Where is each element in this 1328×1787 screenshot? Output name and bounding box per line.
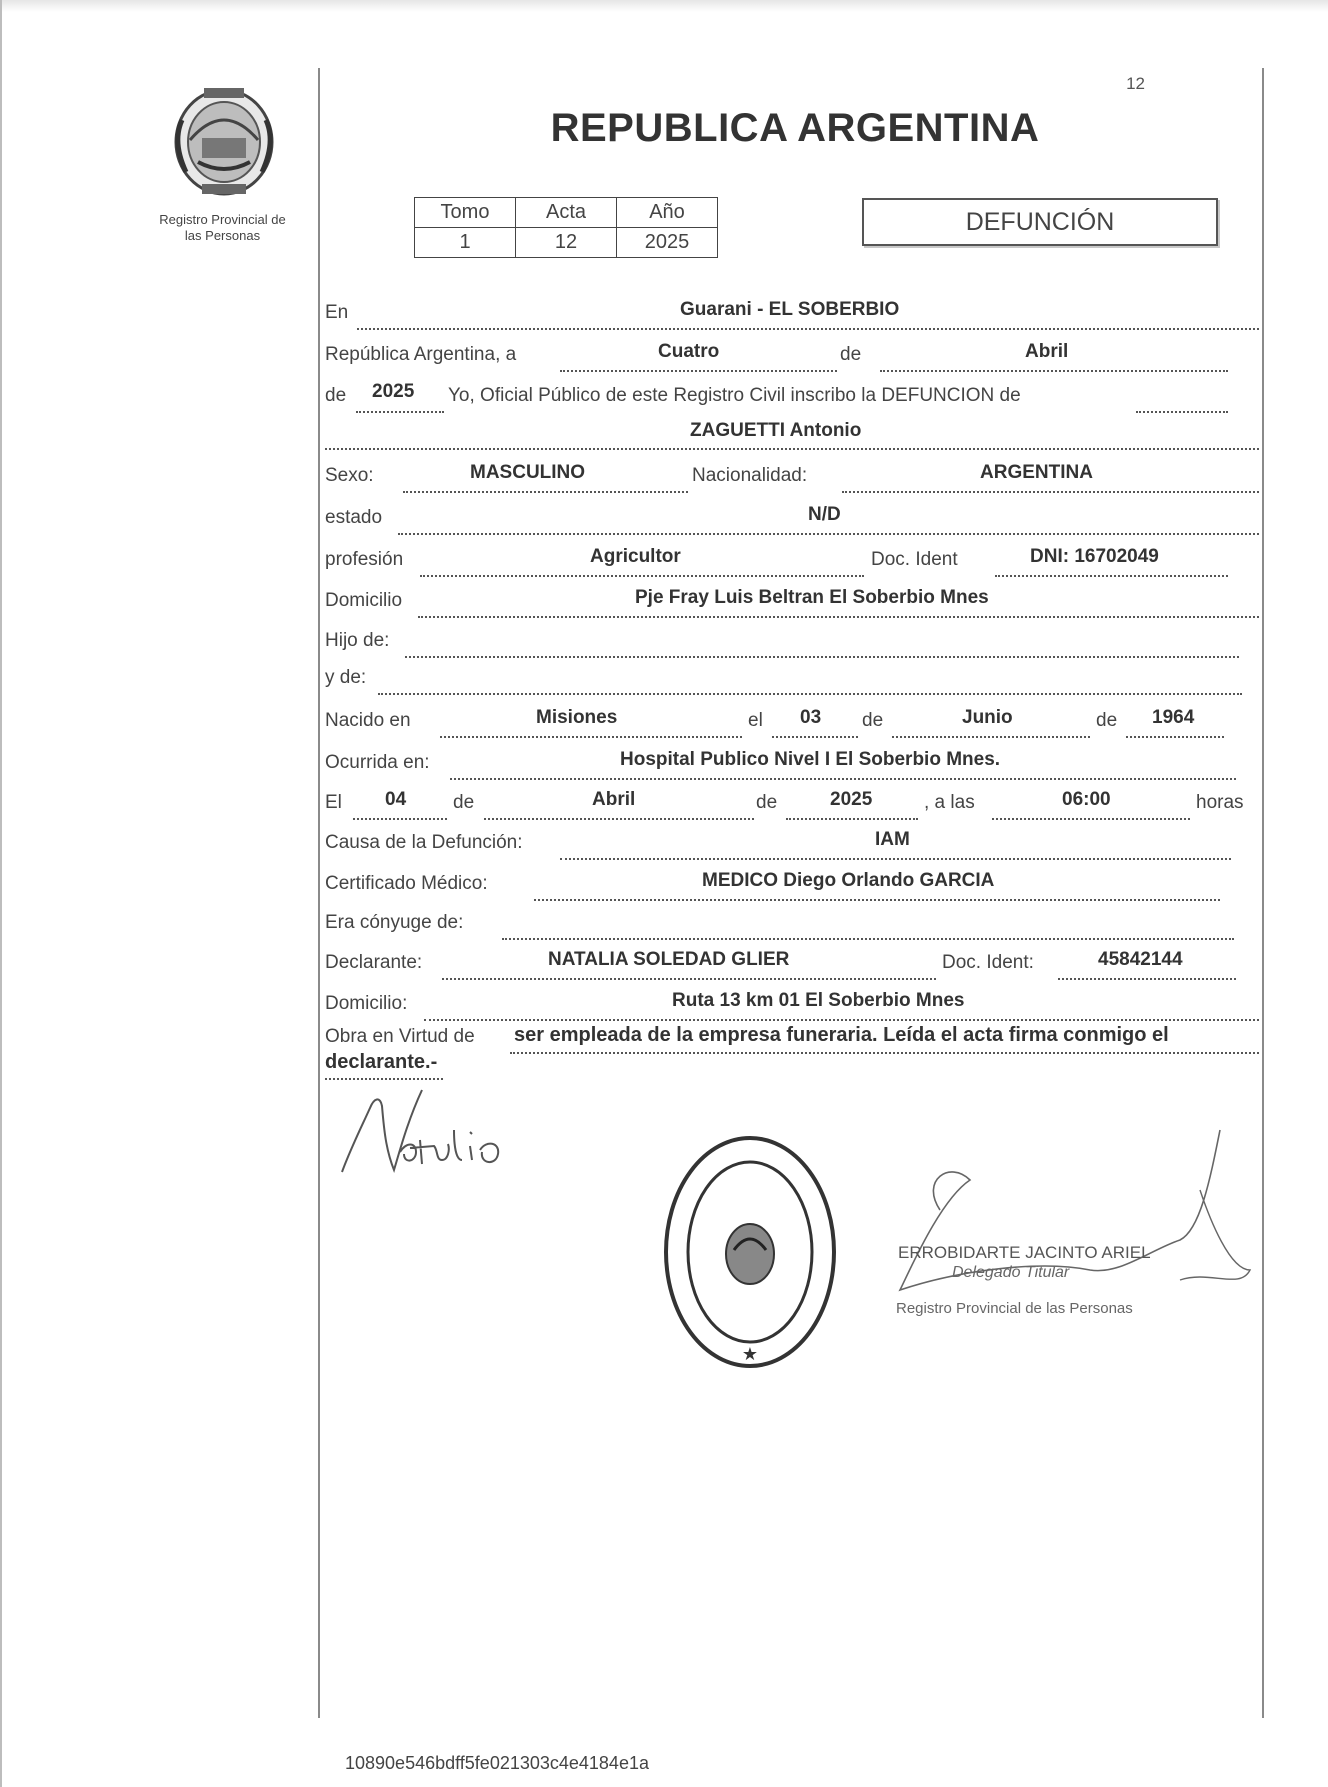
field-line [502,914,1234,940]
label-de: de [862,710,884,731]
value-nac-mes: Junio [962,707,1013,728]
record-type-box: DEFUNCIÓN [862,198,1218,246]
value-domicilio: Pje Fray Luis Beltran El Soberbio Mnes [635,587,989,608]
registry-value-cell: 2025 [617,228,718,258]
label-ocurrida-en: Ocurrida en: [325,752,430,773]
page-left-edge [0,0,2,1787]
label-conyuge: Era cónyuge de: [325,912,464,933]
value-dia-texto: Cuatro [658,341,720,362]
value-def-anio: 2025 [830,789,873,810]
value-certificado: MEDICO Diego Orlando GARCIA [702,870,995,891]
label-nacido-en: Nacido en [325,710,411,731]
label-en: En [325,302,349,323]
label-declarante: Declarante: [325,952,423,973]
label-de: de [840,344,862,365]
label-republica: República Argentina, a [325,344,517,365]
value-declarante-doc: 45842144 [1098,949,1183,970]
document-title: REPUBLICA ARGENTINA [550,106,1040,150]
left-margin-line [318,68,320,1718]
value-def-mes: Abril [592,789,636,810]
org-name-line-1: Registro Provincial de [159,212,286,227]
label-a-las: , a las [924,792,975,813]
value-mes-texto: Abril [1025,341,1069,362]
label-obra-en: Obra en Virtud de [325,1026,475,1047]
registry-value-cell: 12 [516,228,617,258]
value-ocurrida-en: Hospital Publico Nivel I El Soberbio Mnes. [620,749,1001,770]
label-el: el [748,710,763,731]
value-obra-texto-1: ser empleada de la empresa funeraria. Leída el acta firma conmigo el [514,1024,1169,1046]
label-sexo: Sexo: [325,465,374,486]
value-profesion: Agricultor [590,546,681,567]
value-hora: 06:00 [1062,789,1111,810]
value-lugar: Guarani - EL SOBERBIO [680,299,900,320]
registry-value-row [415,228,718,258]
label-de: de [453,792,475,813]
value-obra-texto-2: declarante.- [325,1051,438,1073]
value-doc: DNI: 16702049 [1030,546,1159,567]
label-doc-ident: Doc. Ident [871,549,958,570]
value-nacionalidad: ARGENTINA [980,462,1093,483]
org-name-line-2: las Personas [184,228,261,243]
registry-header-cell: Año [617,198,718,228]
label-domicilio-2: Domicilio: [325,993,408,1014]
registry-table [414,197,718,258]
label-domicilio: Domicilio [325,590,403,611]
value-nacido-en: Misiones [536,707,618,728]
value-anio: 2025 [372,381,415,402]
label-y-de: y de: [325,667,367,688]
official-seal-icon [660,1132,840,1372]
declarant-signature [330,1080,560,1190]
page-top-shadow [0,0,1328,12]
label-de: de [1096,710,1118,731]
value-declarante-domicilio: Ruta 13 km 01 El Soberbio Mnes [672,990,965,1011]
field-line [1136,387,1228,413]
field-line [378,669,1242,695]
official-name: ERROBIDARTE JACINTO ARIEL [898,1243,1151,1262]
registry-header-cell: Acta [516,198,617,228]
label-estado: estado [325,507,383,528]
field-line [405,632,1239,658]
value-nac-anio: 1964 [1152,707,1195,728]
document-hash: 10890e546bdff5fe021303c4e4184e1a [345,1753,649,1773]
registry-header-cell: Tomo [415,198,516,228]
value-sexo: MASCULINO [470,462,586,483]
page-number: 12 [1126,74,1145,93]
value-nombre: ZAGUETTI Antonio [690,420,862,441]
label-el-cap: El [325,792,342,813]
registry-value-cell: 1 [415,228,516,258]
label-de: de [756,792,778,813]
label-yo-oficial: Yo, Oficial Público de este Registro Civil inscribo la DEFUNCION de [448,385,1021,406]
label-de: de [325,385,347,406]
label-nacionalidad: Nacionalidad: [692,465,808,486]
label-profesion: profesión [325,549,404,570]
label-hijo-de: Hijo de: [325,630,390,651]
official-role: Delegado Titular [952,1264,1070,1281]
official-org: Registro Provincial de las Personas [896,1300,1133,1317]
official-signature [880,1120,1260,1320]
svg-text:★: ★ [741,1344,759,1365]
value-causa: IAM [875,829,910,850]
value-estado: N/D [808,504,841,525]
label-certificado: Certificado Médico: [325,873,488,894]
right-margin-line [1262,68,1264,1718]
label-causa: Causa de la Defunción: [325,832,523,853]
province-emblem-icon [168,80,280,200]
label-horas: horas [1196,792,1244,813]
value-nac-dia: 03 [800,707,822,728]
registry-header-row [415,198,718,228]
value-declarante: NATALIA SOLEDAD GLIER [548,949,790,970]
label-doc-ident-2: Doc. Ident: [942,952,1034,973]
value-def-dia: 04 [385,789,407,810]
